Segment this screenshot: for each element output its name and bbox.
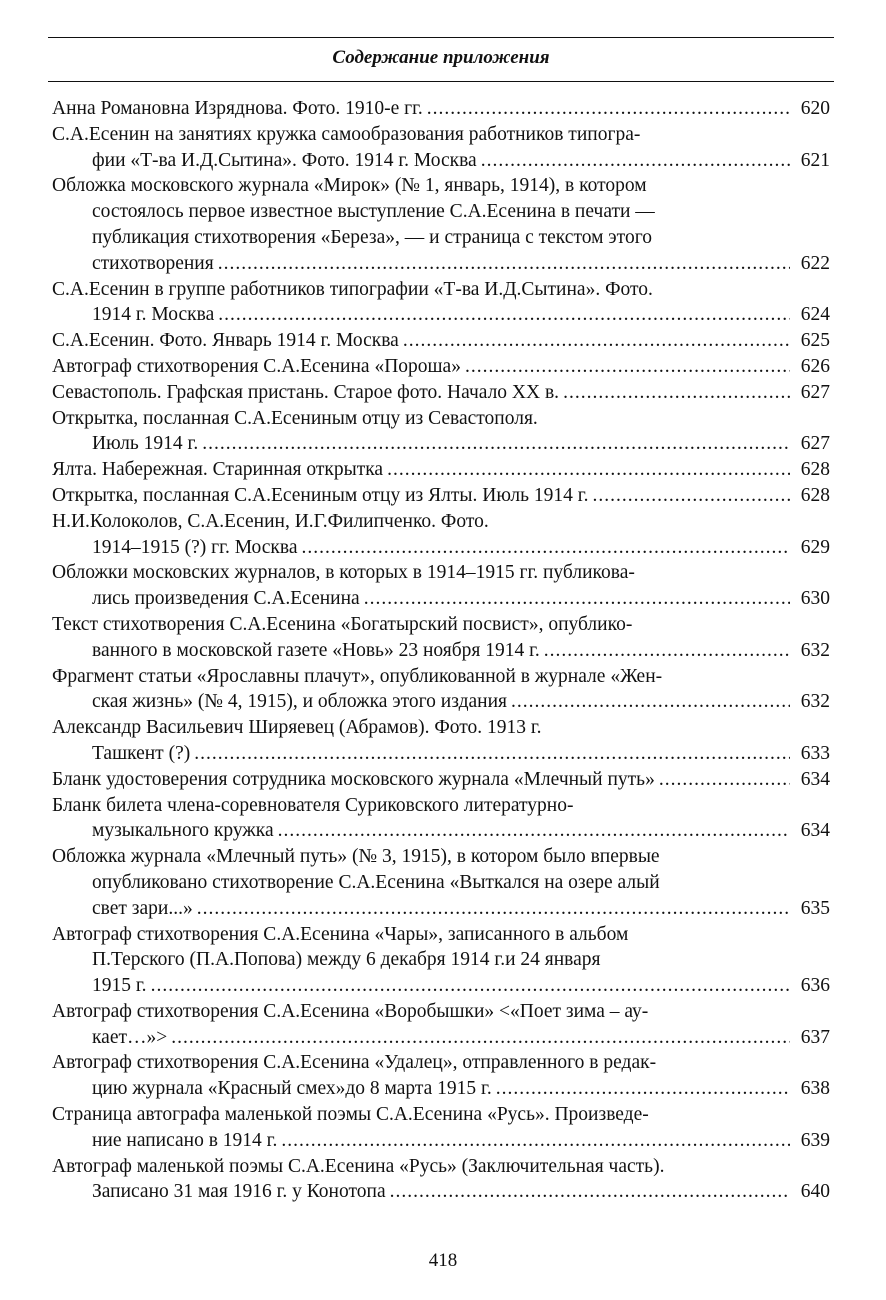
toc-entry-text: 1914 г. Москва bbox=[92, 304, 215, 326]
toc-entry-line bbox=[52, 148, 830, 174]
toc-entry bbox=[52, 612, 830, 664]
dot-leader bbox=[202, 431, 790, 457]
toc-entry-line bbox=[52, 715, 830, 741]
toc-entry-text: 1915 г. bbox=[92, 975, 147, 997]
toc-entry-text: лись произведения С.А.Есенина bbox=[92, 588, 360, 610]
toc-entry bbox=[52, 173, 830, 276]
dot-leader bbox=[218, 251, 790, 277]
toc-entry-line bbox=[52, 457, 830, 483]
toc-entry-text: 1914–1915 (?) гг. Москва bbox=[92, 536, 298, 558]
toc-entry-text: Анна Романовна Изряднова. Фото. 1910-е гг. bbox=[52, 98, 423, 119]
toc-entry bbox=[52, 715, 830, 767]
toc-page-number: 622 bbox=[800, 252, 830, 274]
dot-leader bbox=[563, 380, 790, 406]
toc-entry-line bbox=[52, 638, 830, 664]
dot-leader bbox=[302, 535, 790, 561]
toc-entry-line bbox=[52, 818, 830, 844]
toc-entry-line bbox=[52, 535, 830, 561]
toc-entry-line bbox=[52, 896, 830, 922]
dot-leader bbox=[403, 328, 790, 354]
toc-entry-line bbox=[52, 999, 830, 1025]
toc-entry bbox=[52, 122, 830, 174]
toc-page-number: 638 bbox=[800, 1078, 830, 1100]
toc-entry-text: Н.И.Колоколов, С.А.Есенин, И.Г.Филипченко. Фото. bbox=[52, 510, 489, 532]
dot-leader bbox=[496, 1076, 790, 1102]
toc-entry-line bbox=[52, 1154, 830, 1180]
toc-entry-line bbox=[52, 431, 830, 457]
toc-entry bbox=[52, 509, 830, 561]
toc-page-number: 627 bbox=[800, 433, 830, 455]
toc-entry-text: Бланк удостоверения сотрудника московского журнала «Млечный путь» bbox=[52, 768, 655, 790]
toc-entry-line bbox=[52, 922, 830, 948]
dot-leader bbox=[197, 896, 790, 922]
toc-entry-text: состоялось первое известное выступление С.А.Есенина в печати — bbox=[92, 201, 655, 223]
toc-entry-text: Обложки московских журналов, в которых в 1914–1915 гг. публикова- bbox=[52, 562, 635, 584]
toc-entry-text: Страница автографа маленькой поэмы С.А.Есенина «Русь». Произведе- bbox=[52, 1104, 649, 1126]
toc-entry bbox=[52, 328, 830, 354]
toc-entry bbox=[52, 560, 830, 612]
dot-leader bbox=[218, 302, 790, 328]
dot-leader bbox=[427, 96, 790, 122]
toc-entry-text: Фрагмент статьи «Ярославны плачут», опубликованной в журнале «Жен- bbox=[52, 665, 663, 687]
toc-entry bbox=[52, 380, 830, 406]
dot-leader bbox=[481, 148, 790, 174]
toc-entry-line bbox=[52, 767, 830, 793]
toc-page-number: 630 bbox=[800, 588, 830, 610]
toc-entry bbox=[52, 999, 830, 1051]
toc-page-number: 637 bbox=[800, 1026, 830, 1048]
toc-entry bbox=[52, 844, 830, 921]
toc-entry bbox=[52, 457, 830, 483]
toc-entry-text: Открытка, посланная С.А.Есениным отцу из Ялты. Июль 1914 г. bbox=[52, 484, 589, 506]
toc-entry-text: музыкального кружка bbox=[92, 820, 274, 842]
toc-entry-text: Текст стихотворения С.А.Есенина «Богатырский посвист», опублико- bbox=[52, 613, 633, 635]
toc-entry-text: Автограф стихотворения С.А.Есенина «Удалец», отправленного в редак- bbox=[52, 1052, 657, 1074]
toc-entry-line bbox=[52, 251, 830, 277]
toc-entry bbox=[52, 922, 830, 999]
table-of-contents bbox=[52, 96, 830, 1205]
toc-entry-text: опубликовано стихотворение С.А.Есенина «Выткался на озере алый bbox=[92, 871, 660, 893]
toc-entry-text: Записано 31 мая 1916 г. у Конотопа bbox=[92, 1181, 386, 1203]
toc-entry-line bbox=[52, 741, 830, 767]
header-top-rule bbox=[48, 37, 834, 38]
toc-entry-text: Автограф стихотворения С.А.Есенина «Пороша» bbox=[52, 355, 461, 377]
toc-entry-text: Севастополь. Графская пристань. Старое фото. Начало XX в. bbox=[52, 381, 560, 403]
toc-entry bbox=[52, 1102, 830, 1154]
toc-entry-line bbox=[52, 689, 830, 715]
toc-entry bbox=[52, 767, 830, 793]
dot-leader bbox=[278, 818, 790, 844]
toc-entry-line bbox=[52, 1076, 830, 1102]
toc-entry-line bbox=[52, 199, 830, 225]
toc-entry bbox=[52, 483, 830, 509]
toc-entry bbox=[52, 277, 830, 329]
toc-page-number: 628 bbox=[800, 459, 830, 481]
header-bottom-rule bbox=[48, 81, 834, 82]
dot-leader bbox=[544, 638, 790, 664]
toc-entry-line bbox=[52, 225, 830, 251]
toc-entry-line bbox=[52, 664, 830, 690]
dot-leader bbox=[387, 457, 790, 483]
toc-entry-text: публикация стихотворения «Береза», — и страница с текстом этого bbox=[92, 226, 652, 248]
toc-entry-text: Открытка, посланная С.А.Есениным отцу из Севастополя. bbox=[52, 407, 538, 429]
toc-entry-text: С.А.Есенин в группе работников типографии «Т-ва И.Д.Сытина». Фото. bbox=[52, 278, 653, 300]
toc-page-number: 636 bbox=[800, 975, 830, 997]
toc-entry-line bbox=[52, 947, 830, 973]
toc-entry-line bbox=[52, 277, 830, 303]
running-header: Содержание приложения bbox=[332, 47, 550, 68]
toc-entry bbox=[52, 793, 830, 845]
toc-page-number: 633 bbox=[800, 742, 830, 764]
toc-entry-text: Обложка журнала «Млечный путь» (№ 3, 1915), в котором было впервые bbox=[52, 846, 660, 868]
dot-leader bbox=[281, 1128, 790, 1154]
toc-entry bbox=[52, 1154, 830, 1206]
toc-entry-text: Ташкент (?) bbox=[92, 742, 191, 764]
toc-entry bbox=[52, 354, 830, 380]
toc-entry-line bbox=[52, 612, 830, 638]
toc-entry-text: Автограф стихотворения С.А.Есенина «Чары», записанного в альбом bbox=[52, 923, 629, 945]
toc-entry-line bbox=[52, 586, 830, 612]
toc-entry-text: цию журнала «Красный смех»до 8 марта 1915 г. bbox=[92, 1078, 492, 1100]
toc-entry-line bbox=[52, 328, 830, 354]
toc-page-number: 639 bbox=[800, 1129, 830, 1151]
toc-page-number: 632 bbox=[800, 691, 830, 713]
dot-leader bbox=[511, 689, 790, 715]
toc-entry-line bbox=[52, 870, 830, 896]
toc-entry-line bbox=[52, 122, 830, 148]
toc-page-number: 629 bbox=[800, 536, 830, 558]
toc-entry bbox=[52, 1050, 830, 1102]
toc-page-number: 632 bbox=[800, 639, 830, 661]
toc-entry-text: С.А.Есенин на занятиях кружка самообразования работников типогра- bbox=[52, 123, 641, 145]
toc-entry-text: Ялта. Набережная. Старинная открытка bbox=[52, 459, 384, 481]
toc-entry-line bbox=[52, 483, 830, 509]
toc-page-number: 640 bbox=[800, 1181, 830, 1203]
dot-leader bbox=[592, 483, 790, 509]
toc-entry-line bbox=[52, 1050, 830, 1076]
toc-entry-line bbox=[52, 173, 830, 199]
toc-entry-line bbox=[52, 560, 830, 586]
dot-leader bbox=[659, 767, 790, 793]
toc-entry-text: Обложка московского журнала «Мирок» (№ 1, январь, 1914), в котором bbox=[52, 175, 647, 197]
toc-page-number: 621 bbox=[800, 149, 830, 171]
dot-leader bbox=[465, 354, 790, 380]
toc-entry-line bbox=[52, 793, 830, 819]
toc-entry-text: С.А.Есенин. Фото. Январь 1914 г. Москва bbox=[52, 330, 399, 352]
toc-entry-line bbox=[52, 380, 830, 406]
toc-entry-line bbox=[52, 844, 830, 870]
dot-leader bbox=[364, 586, 790, 612]
toc-entry-text: ние написано в 1914 г. bbox=[92, 1129, 278, 1151]
dot-leader bbox=[151, 973, 790, 999]
toc-entry-text: Бланк билета члена-соревнователя Суриковского литературно- bbox=[52, 794, 574, 816]
toc-entry-text: ская жизнь» (№ 4, 1915), и обложка этого издания bbox=[92, 691, 508, 713]
toc-page-number: 620 bbox=[800, 98, 830, 119]
toc-page-number: 634 bbox=[800, 820, 830, 842]
toc-entry-text: стихотворения bbox=[92, 252, 214, 274]
toc-entry-line bbox=[52, 1179, 830, 1205]
toc-entry bbox=[52, 96, 830, 122]
toc-page-number: 634 bbox=[800, 768, 830, 790]
toc-entry bbox=[52, 406, 830, 458]
toc-entry-text: Автограф маленькой поэмы С.А.Есенина «Русь» (Заключительная часть). bbox=[52, 1155, 665, 1177]
toc-entry-line bbox=[52, 973, 830, 999]
toc-entry-text: Александр Васильевич Ширяевец (Абрамов). Фото. 1913 г. bbox=[52, 717, 542, 739]
toc-entry-line bbox=[52, 509, 830, 535]
toc-page-number: 627 bbox=[800, 381, 830, 403]
toc-entry-text: П.Терского (П.А.Попова) между 6 декабря 1914 г.и 24 января bbox=[92, 949, 601, 971]
toc-entry-line bbox=[52, 1128, 830, 1154]
toc-entry-line bbox=[52, 406, 830, 432]
page-number: 418 bbox=[428, 1250, 458, 1271]
toc-entry-text: кает…»> bbox=[92, 1026, 168, 1048]
toc-page-number: 624 bbox=[800, 304, 830, 326]
toc-page-number: 628 bbox=[800, 484, 830, 506]
toc-page-number: 625 bbox=[800, 330, 830, 352]
toc-entry-text: фии «Т-ва И.Д.Сытина». Фото. 1914 г. Москва bbox=[92, 149, 477, 171]
toc-entry-text: свет зари...» bbox=[92, 897, 193, 919]
toc-entry-line bbox=[52, 354, 830, 380]
toc-entry bbox=[52, 664, 830, 716]
dot-leader bbox=[390, 1179, 790, 1205]
toc-entry-line bbox=[52, 96, 830, 122]
dot-leader bbox=[194, 741, 790, 767]
toc-entry-text: Июль 1914 г. bbox=[92, 433, 199, 455]
toc-page-number: 635 bbox=[800, 897, 830, 919]
toc-entry-text: Автограф стихотворения С.А.Есенина «Воробышки» <«Поет зима – ау- bbox=[52, 1000, 649, 1022]
toc-entry-line bbox=[52, 302, 830, 328]
dot-leader bbox=[171, 1025, 790, 1051]
toc-entry-line bbox=[52, 1025, 830, 1051]
toc-entry-text: ванного в московской газете «Новь» 23 ноября 1914 г. bbox=[92, 639, 540, 661]
toc-entry-line bbox=[52, 1102, 830, 1128]
toc-page-number: 626 bbox=[800, 355, 830, 377]
